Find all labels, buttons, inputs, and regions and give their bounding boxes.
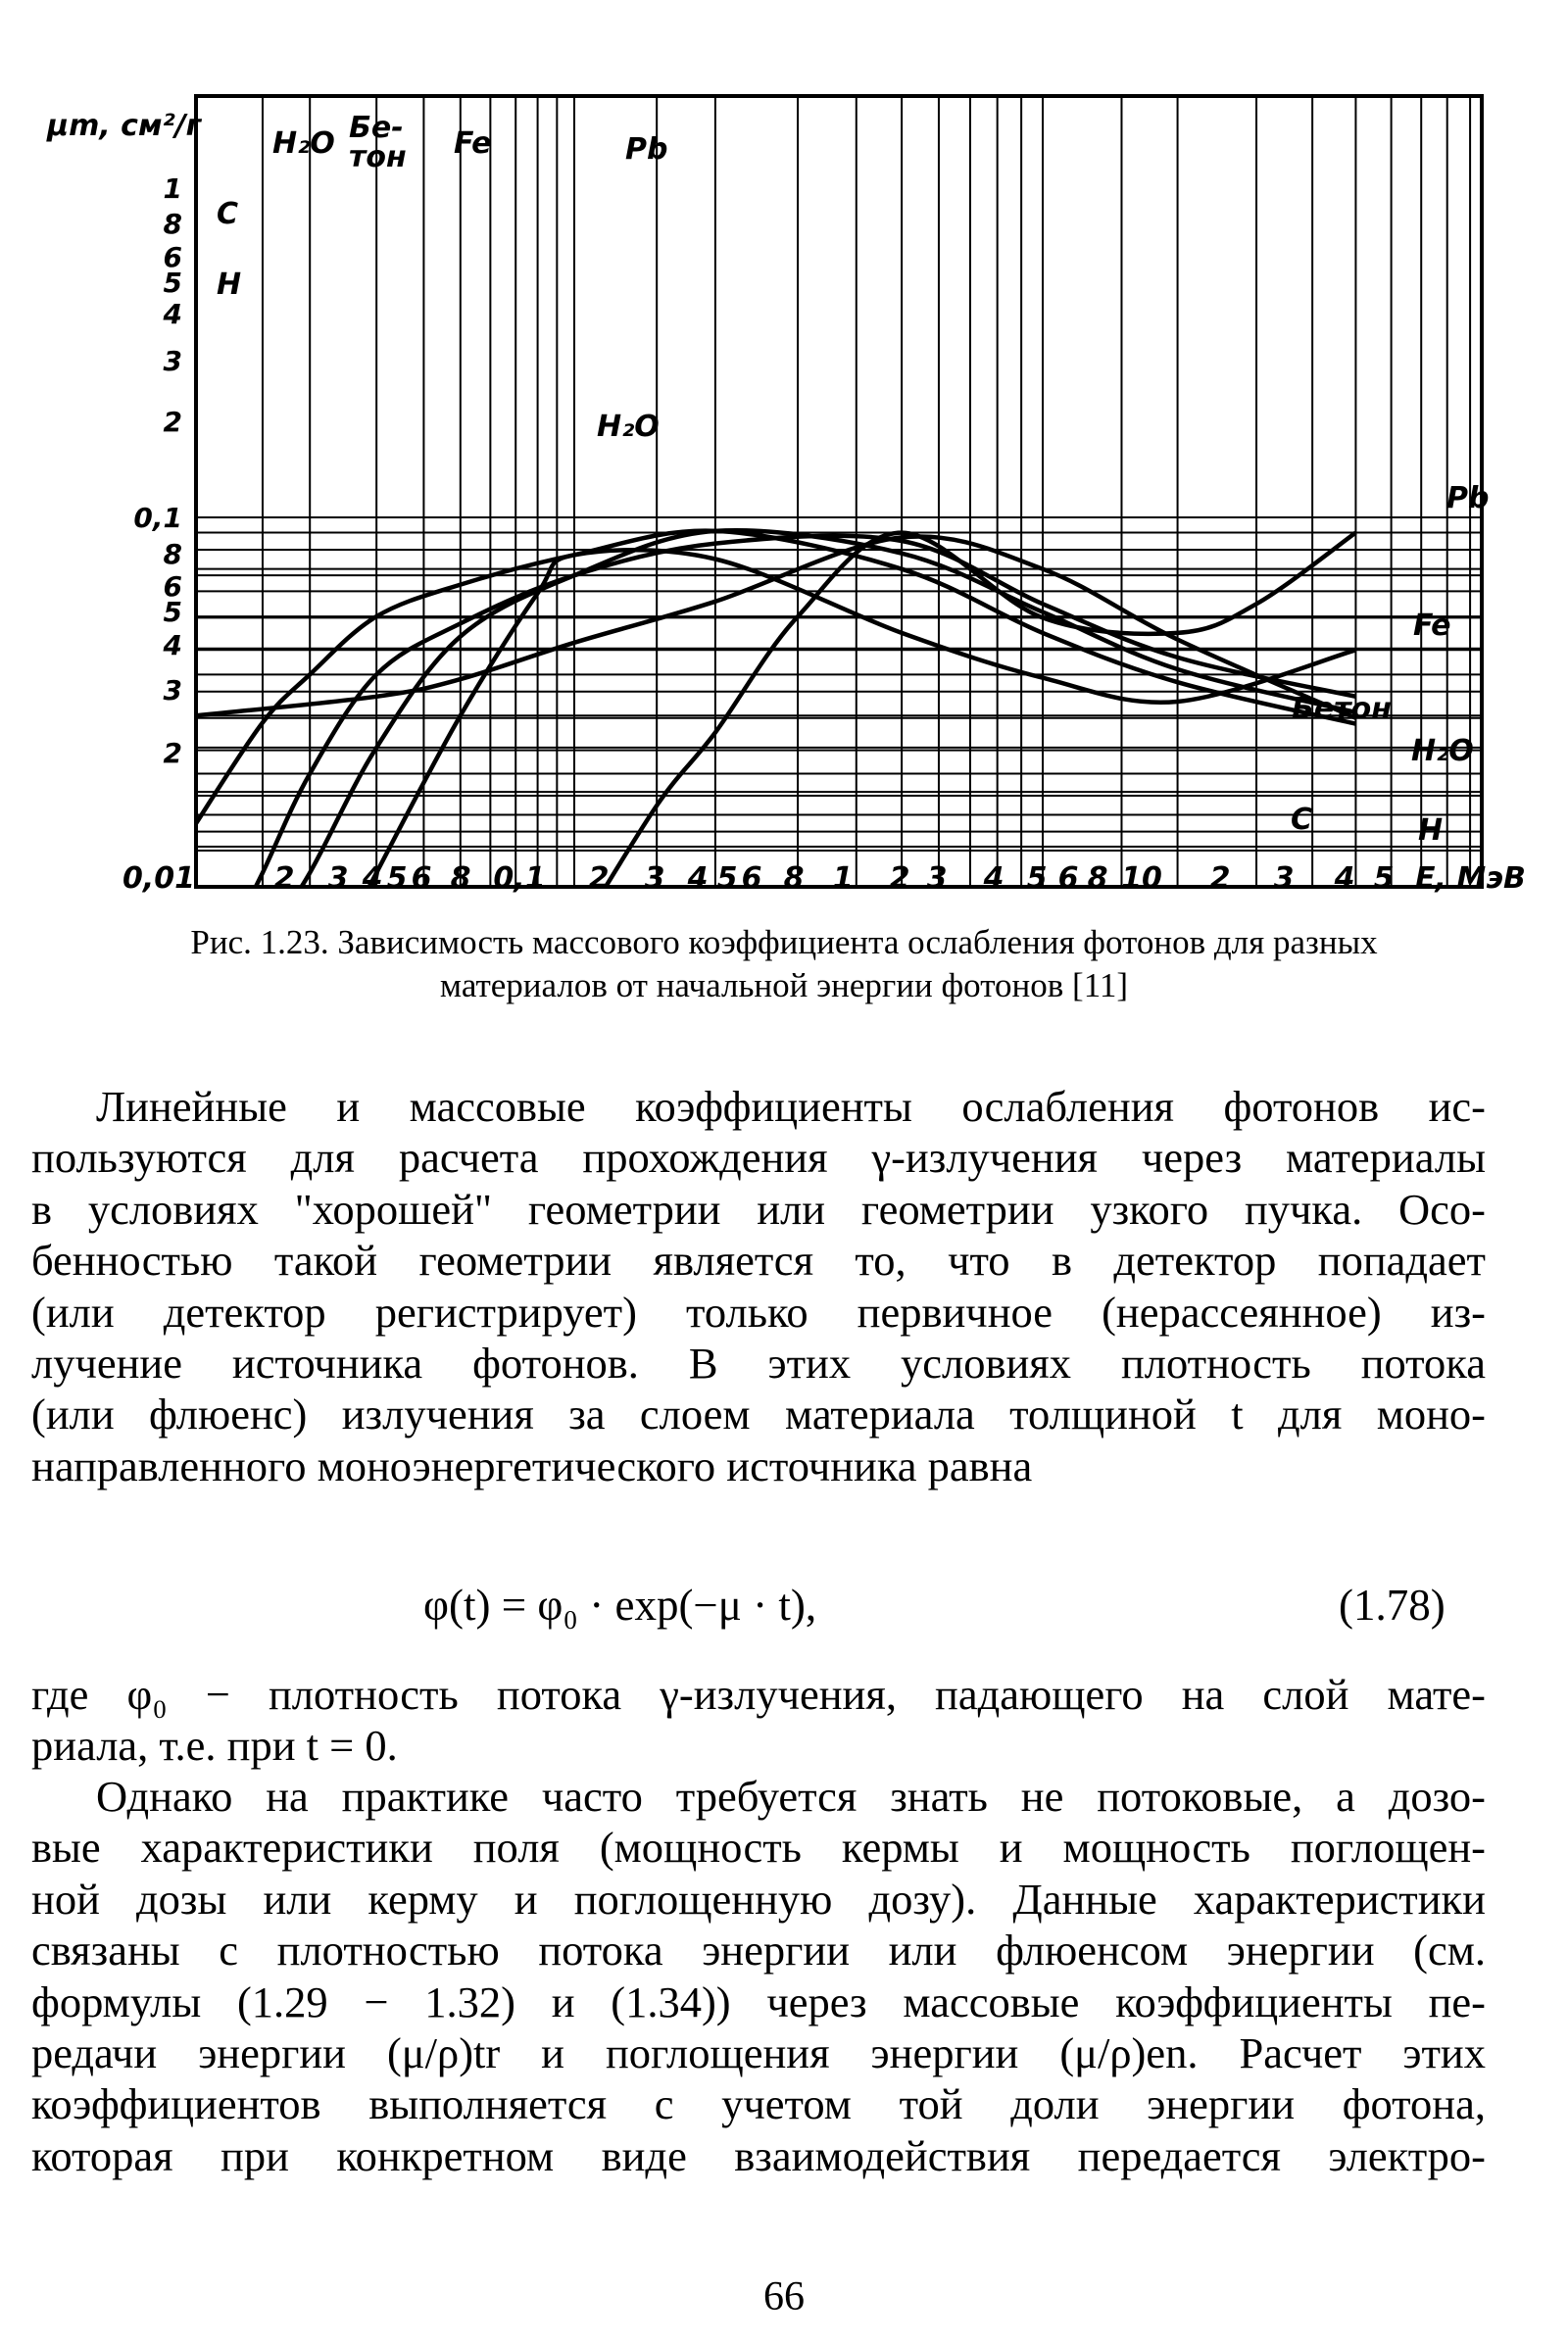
text-line: Однако на практике часто требуется знать не потоковые, а дозо-	[96, 1772, 1486, 1821]
text-line: (или детектор регистрирует) только первичное (нерассеянное) из-	[31, 1287, 1486, 1337]
plot-frame	[196, 96, 1482, 887]
y-tick-label: 0,1	[133, 502, 182, 534]
paragraph-3	[31, 1771, 1486, 2181]
x-tick-label: 0,01	[122, 861, 196, 896]
x-tick-label: 8	[783, 861, 805, 896]
curve-label: Fe	[454, 126, 492, 161]
attenuation-chart	[0, 0, 1568, 902]
x-tick-label: 6	[411, 861, 432, 896]
curve-label: Fe	[1413, 609, 1451, 643]
text-line: редачи энергии (μ/ρ)tr и поглощения энергии (μ/ρ)en. Расчет этих	[31, 2028, 1486, 2078]
y-axis-label: μm, см²/г	[47, 109, 202, 143]
x-axis-label: E, МэВ	[1415, 861, 1526, 896]
curve-label: H₂O	[1411, 734, 1474, 768]
curve-fe	[340, 550, 1356, 902]
x-tick-label: 3	[1273, 861, 1295, 896]
x-tick-label: 4	[362, 861, 383, 896]
curve-label: H₂O	[597, 410, 660, 444]
figure-caption	[88, 921, 1480, 1007]
curve-label: Бетон	[1292, 692, 1392, 726]
curve-labels	[217, 111, 1489, 848]
curve-label: Pb	[1446, 481, 1490, 515]
text-line: формулы (1.29 − 1.32) и (1.34)) через массовые коэффициенты пе-	[31, 1976, 1486, 2026]
y-tick-label: 2	[163, 406, 182, 438]
x-tick-label: 5	[386, 861, 408, 896]
x-tick-label: 2	[889, 861, 910, 896]
curve-label: тон	[349, 140, 407, 174]
text-line: бенностью такой геометрии является то, что в детектор попадает	[31, 1236, 1486, 1286]
y-tick-label: 6	[163, 241, 182, 273]
y-tick-label: 5	[163, 596, 182, 628]
y-tick-label: 4	[163, 629, 182, 661]
paragraph-1	[31, 1081, 1486, 1491]
formula-expression: φ(t) = φ₀ · exp(−μ · t),	[423, 1581, 817, 1630]
text-line: связаны с плотностью потока энергии или флюенсом энергии (см.	[31, 1926, 1486, 1976]
x-tick-label: 10	[1121, 861, 1162, 896]
y-tick-label: 4	[163, 298, 182, 330]
text-line: Линейные и массовые коэффициенты ослабления фотонов ис-	[96, 1082, 1486, 1131]
y-tick-label: 5	[163, 267, 182, 299]
curve-label: H	[1418, 813, 1444, 848]
y-tick-label: 6	[163, 570, 182, 603]
text-line: вые характеристики поля (мощность кермы и мощность поглощен-	[31, 1823, 1486, 1873]
x-tick-labels	[122, 861, 1526, 896]
y-tick-label: 3	[163, 674, 182, 707]
x-tick-label: 4	[687, 861, 709, 896]
text-line: ной дозы или керму и поглощенную дозу). Данные характеристики	[31, 1874, 1486, 1924]
x-tick-label: 8	[1087, 861, 1108, 896]
curve-label: Бе-	[349, 111, 404, 145]
text-line: лучение источника фотонов. В этих условиях плотность потока	[31, 1339, 1486, 1389]
text-line: пользуются для расчета прохождения γ-излучения через материалы	[31, 1133, 1486, 1183]
text-line: направленного моноэнергетического источника равна	[31, 1440, 1033, 1490]
x-tick-label: 5	[716, 861, 738, 896]
x-tick-label: 0,1	[493, 861, 546, 896]
x-tick-label: 4	[983, 861, 1004, 896]
x-tick-label: 1	[832, 861, 854, 896]
caption-line-1: Рис. 1.23. Зависимость массового коэффициента ослабления фотонов для разных	[190, 923, 1378, 961]
page-number: 66	[763, 2274, 805, 2319]
y-tick-label: 2	[163, 737, 182, 769]
text-line: которая при конкретном виде взаимодействия передается электро-	[31, 2130, 1486, 2180]
y-tick-label: 3	[163, 345, 182, 377]
x-tick-label: 8	[450, 861, 471, 896]
curve-label: C	[1291, 803, 1313, 837]
y-tick-label: 8	[163, 208, 182, 240]
curve-label: C	[217, 197, 239, 231]
paragraph-2	[31, 1669, 1486, 1772]
x-tick-label: 5	[1373, 861, 1395, 896]
x-tick-label: 6	[1057, 861, 1079, 896]
x-tick-label: 3	[327, 861, 349, 896]
formula-1-78	[0, 1576, 1568, 1635]
text-line: где φ₀ − плотность потока γ-излучения, падающего на слой мате-	[31, 1670, 1486, 1719]
formula-number: (1.78)	[1339, 1581, 1446, 1630]
text-line: (или флюенс) излучения за слоем материала толщиной t для моно-	[31, 1390, 1486, 1439]
chart-grid	[196, 96, 1482, 887]
curve-label: H₂O	[272, 126, 335, 161]
x-tick-label: 5	[1026, 861, 1048, 896]
x-tick-label: 4	[1334, 861, 1355, 896]
text-line: коэффициентов выполняется с учетом той доли энергии фотона,	[31, 2079, 1486, 2129]
x-tick-label: 3	[926, 861, 948, 896]
curve-label: Pb	[625, 132, 668, 167]
curve-label: H	[217, 268, 242, 302]
caption-line-2: материалов от начальной энергии фотонов [11]	[439, 966, 1129, 1004]
x-tick-label: 2	[273, 861, 295, 896]
x-tick-label: 2	[588, 861, 610, 896]
x-tick-label: 2	[1209, 861, 1231, 896]
y-tick-label: 1	[163, 172, 182, 205]
text-line: в условиях "хорошей" геометрии или геометрии узкого пучка. Осо-	[31, 1184, 1486, 1234]
x-tick-label: 6	[741, 861, 762, 896]
y-tick-label: 8	[163, 538, 182, 570]
text-line: риала, т.е. при t = 0.	[31, 1721, 398, 1771]
x-tick-label: 3	[644, 861, 665, 896]
y-tick-labels	[133, 172, 182, 769]
